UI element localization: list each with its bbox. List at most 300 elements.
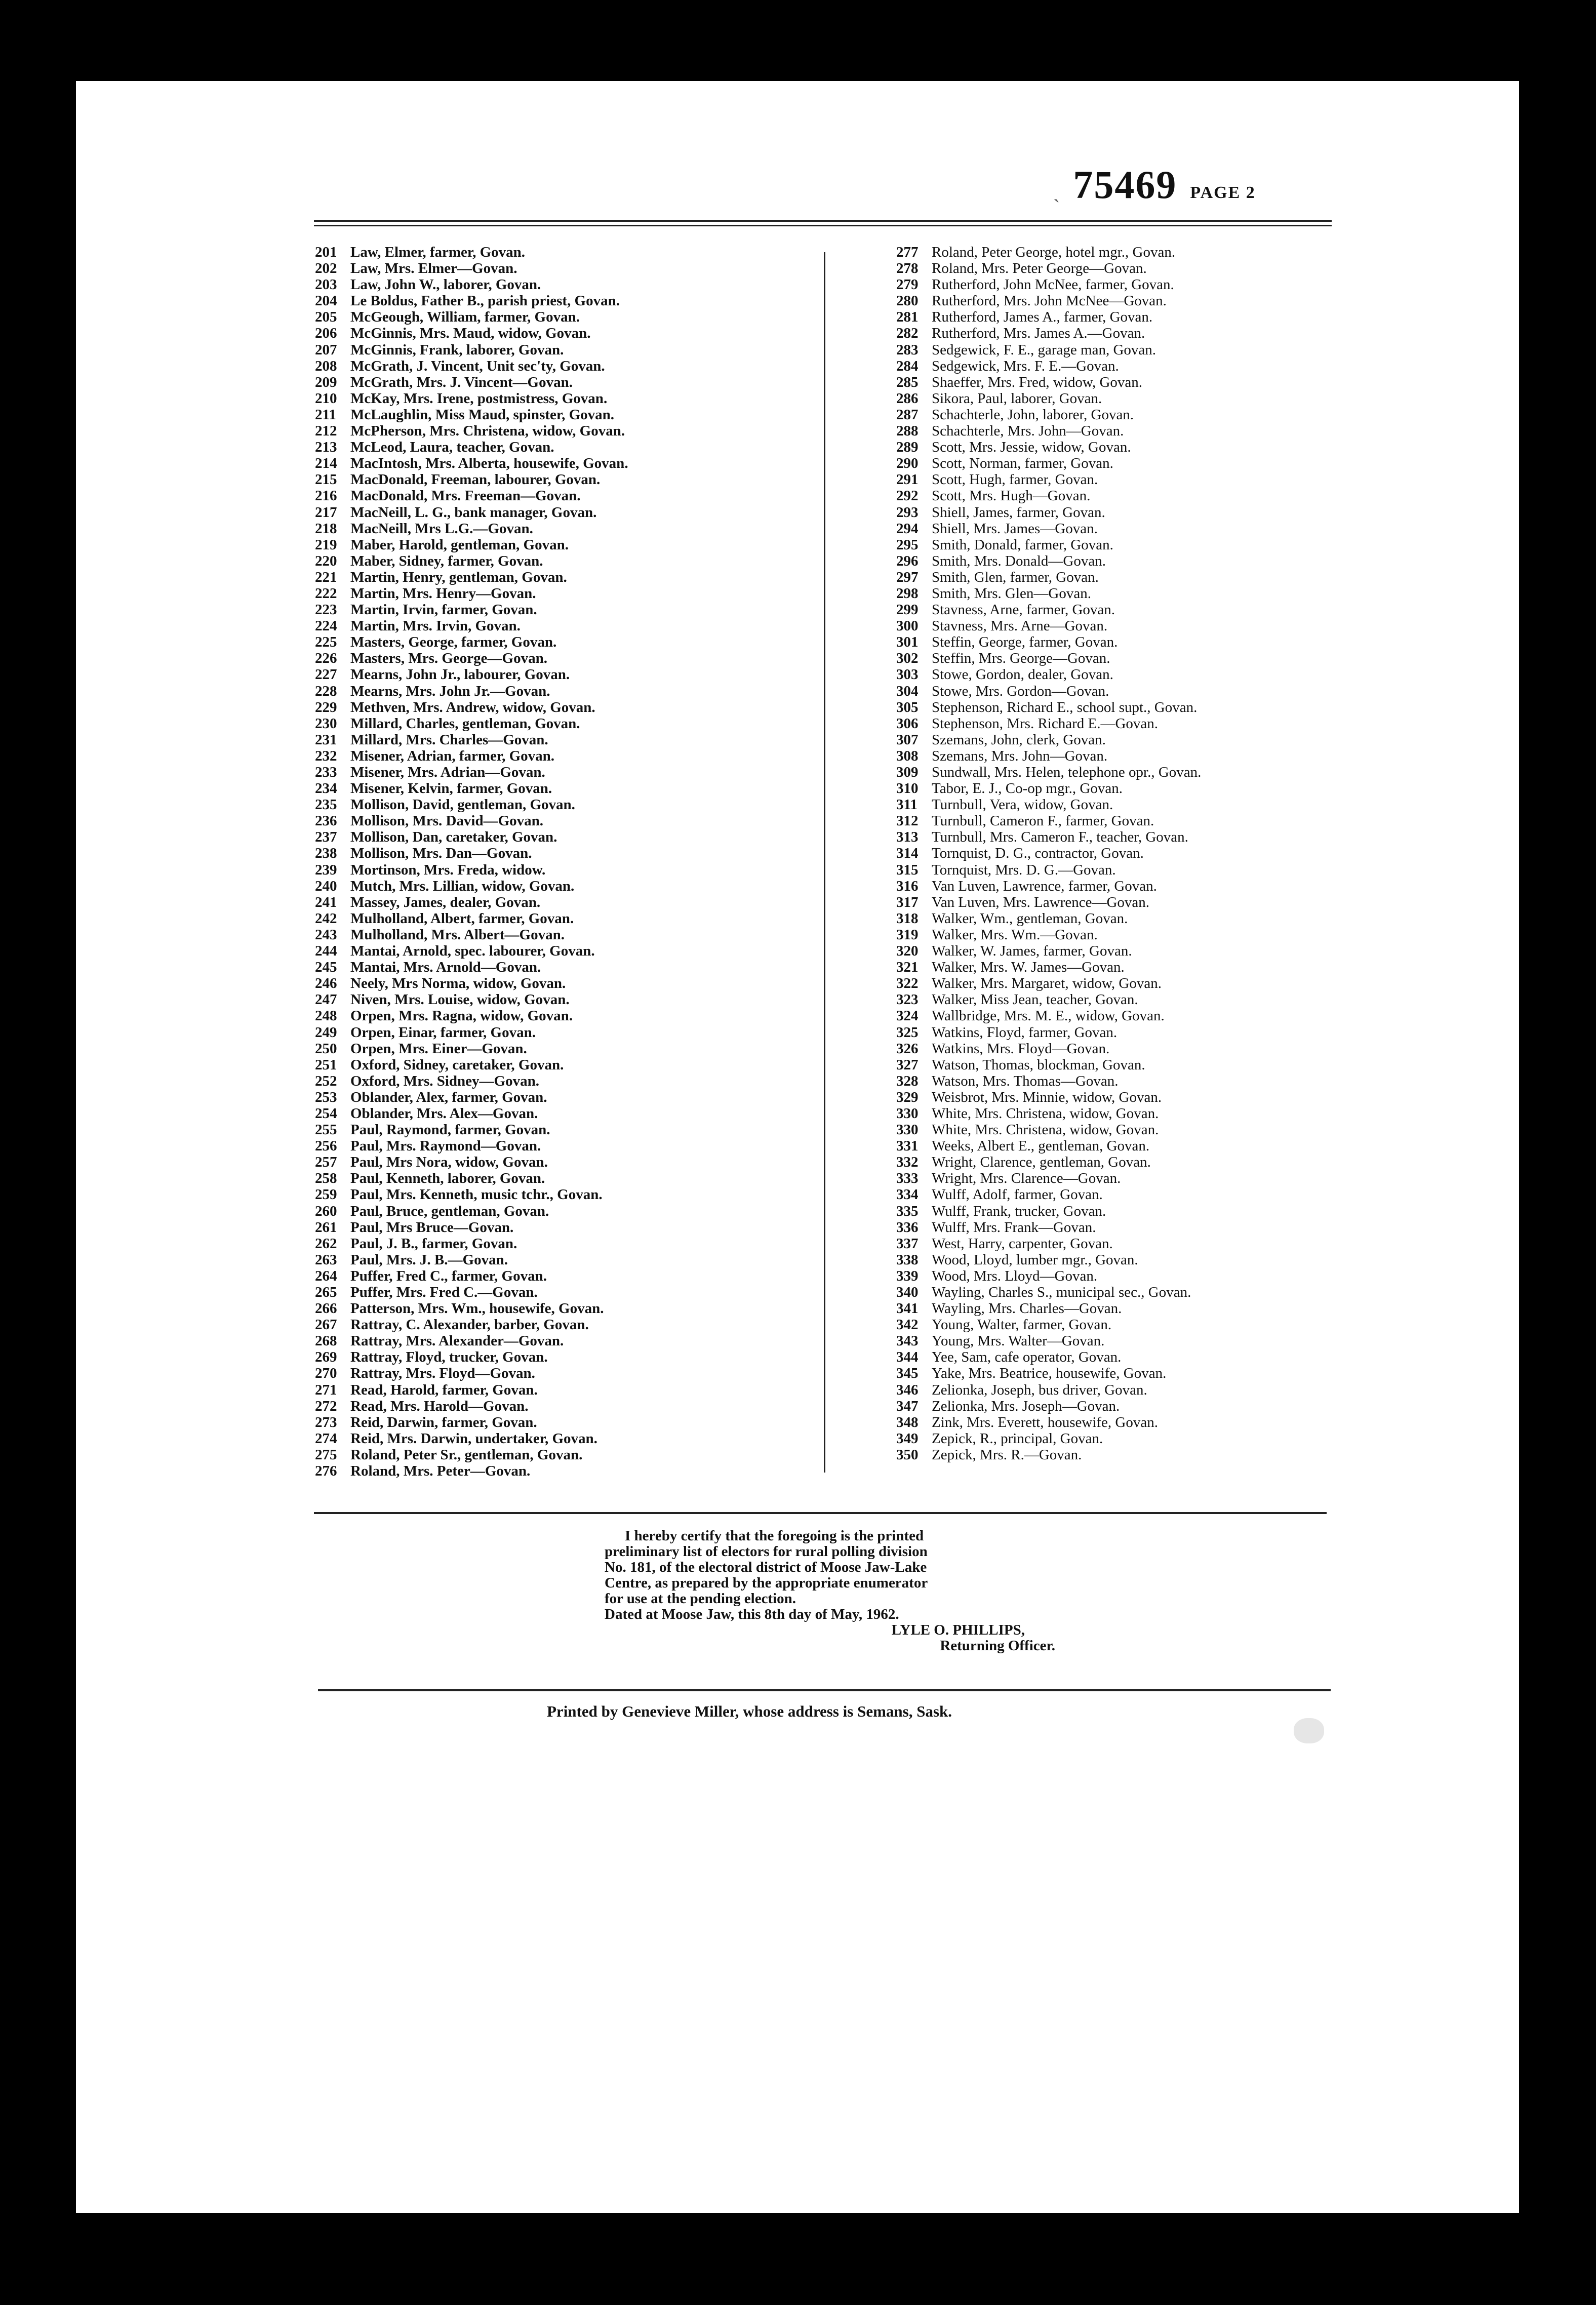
elector-entry (315, 634, 826, 650)
elector-entry (896, 650, 1443, 666)
elector-entry (896, 878, 1443, 894)
entry-text: Wulff, Adolf, farmer, Govan. (932, 1186, 1103, 1203)
entry-text: Zelionka, Joseph, bus driver, Govan. (932, 1381, 1147, 1398)
entry-text: Shiell, James, farmer, Govan. (932, 504, 1105, 521)
elector-entry (896, 1398, 1443, 1414)
entry-text: Rutherford, Mrs. John McNee—Govan. (932, 293, 1167, 309)
entry-number: 339 (896, 1267, 919, 1284)
entry-text: Szemans, John, clerk, Govan. (932, 731, 1106, 748)
entry-number: 297 (896, 569, 919, 585)
entry-text: Smith, Glen, farmer, Govan. (932, 569, 1099, 585)
entry-number: 254 (315, 1105, 337, 1122)
elector-entry (896, 1041, 1443, 1057)
entry-text: Oblander, Mrs. Alex—Govan. (350, 1105, 538, 1122)
elector-entry (315, 537, 826, 553)
elector-entry (896, 244, 1443, 260)
entry-number: 219 (315, 536, 337, 553)
entry-text: Paul, Mrs. J. B.—Govan. (350, 1251, 508, 1268)
entry-text: Stowe, Mrs. Gordon—Govan. (932, 683, 1109, 699)
entry-number: 320 (896, 943, 919, 960)
elector-entry (896, 797, 1443, 813)
entry-number: 245 (315, 959, 337, 976)
entry-number: 244 (315, 943, 337, 960)
entry-number: 302 (896, 650, 919, 667)
entry-number: 233 (315, 764, 337, 780)
entry-number: 291 (896, 471, 919, 488)
entry-number: 311 (896, 797, 917, 813)
entry-number: 310 (896, 780, 919, 797)
entry-number: 284 (896, 357, 919, 374)
entry-text: Paul, Raymond, farmer, Govan. (350, 1122, 550, 1138)
entry-text: Turnbull, Mrs. Cameron F., teacher, Govan. (932, 829, 1188, 846)
entry-text: Mollison, Mrs. Dan—Govan. (350, 845, 532, 862)
entry-text: Read, Mrs. Harold—Govan. (350, 1398, 529, 1414)
certification-line: I hereby certify that the foregoing is the printed (625, 1528, 924, 1544)
elector-entry (896, 813, 1443, 829)
elector-entry (896, 260, 1443, 276)
entry-number: 252 (315, 1072, 337, 1089)
elector-entry (315, 390, 826, 407)
elector-entry (315, 1236, 826, 1252)
entry-number: 250 (315, 1040, 337, 1057)
entry-text: Wright, Mrs. Clarence—Govan. (932, 1170, 1121, 1187)
elector-entry (896, 683, 1443, 699)
elector-entry (315, 716, 826, 732)
entry-number: 325 (896, 1024, 919, 1041)
entry-text: Van Luven, Mrs. Lawrence—Govan. (932, 894, 1150, 910)
elector-entry (896, 943, 1443, 959)
entry-text: MacDonald, Freeman, labourer, Govan. (350, 471, 601, 488)
entry-number: 308 (896, 747, 919, 764)
entry-text: Rattray, Mrs. Floyd—Govan. (350, 1365, 535, 1382)
elector-entry (315, 1008, 826, 1024)
elector-entry (315, 748, 826, 764)
entry-text: Stephenson, Mrs. Richard E.—Govan. (932, 715, 1159, 732)
elector-entry (896, 309, 1443, 325)
entry-number: 205 (315, 309, 337, 326)
entry-text: Turnbull, Cameron F., farmer, Govan. (932, 813, 1154, 829)
entry-number: 348 (896, 1414, 919, 1430)
entry-number: 315 (896, 861, 919, 878)
entry-text: McLeod, Laura, teacher, Govan. (350, 439, 554, 456)
entry-text: Sedgewick, F. E., garage man, Govan. (932, 341, 1156, 358)
entry-text: Puffer, Mrs. Fred C.—Govan. (350, 1284, 538, 1300)
entry-text: Misener, Mrs. Adrian—Govan. (350, 764, 545, 780)
certification-block (605, 1528, 1060, 1654)
entry-number: 263 (315, 1251, 337, 1268)
entry-number: 328 (896, 1072, 919, 1089)
entry-number: 306 (896, 715, 919, 732)
elector-entry (315, 1252, 826, 1268)
elector-entry (896, 666, 1443, 683)
entry-text: Schachterle, Mrs. John—Govan. (932, 423, 1124, 440)
entry-text: Millard, Charles, gentleman, Govan. (350, 715, 580, 732)
entry-number: 298 (896, 585, 919, 602)
elector-entry (896, 991, 1443, 1008)
entry-text: Methven, Mrs. Andrew, widow, Govan. (350, 699, 595, 716)
entry-text: Wright, Clarence, gentleman, Govan. (932, 1154, 1151, 1171)
entry-number: 345 (896, 1365, 919, 1382)
elector-entry (896, 1268, 1443, 1284)
elector-entry (896, 1057, 1443, 1073)
entry-text: Rattray, Mrs. Alexander—Govan. (350, 1333, 564, 1349)
entry-number: 258 (315, 1170, 337, 1187)
entry-number: 287 (896, 406, 919, 423)
entry-number: 285 (896, 374, 919, 390)
paper-smudge (1294, 1718, 1324, 1743)
entry-text: Walker, Mrs. Wm.—Govan. (932, 926, 1098, 943)
elector-entry (896, 618, 1443, 634)
entry-number: 246 (315, 975, 337, 992)
entry-text: White, Mrs. Christena, widow, Govan. (932, 1122, 1159, 1138)
elector-entry (315, 1138, 826, 1154)
entry-number: 232 (315, 747, 337, 764)
elector-entry (315, 650, 826, 666)
entry-text: Martin, Irvin, farmer, Govan. (350, 602, 537, 618)
entry-text: Zepick, Mrs. R.—Govan. (932, 1446, 1082, 1463)
elector-entry (896, 634, 1443, 650)
elector-entry (315, 1073, 826, 1089)
elector-entry (315, 764, 826, 780)
entry-number: 256 (315, 1138, 337, 1155)
elector-entry (896, 1138, 1443, 1154)
entry-number: 281 (896, 309, 919, 326)
entry-number: 318 (896, 910, 919, 927)
entry-number: 288 (896, 423, 919, 440)
entry-text: McGinnis, Frank, laborer, Govan. (350, 341, 564, 358)
elector-entry (896, 1365, 1443, 1381)
entry-number: 229 (315, 699, 337, 716)
elector-entry (896, 374, 1443, 390)
entry-number: 350 (896, 1446, 919, 1463)
entry-number: 280 (896, 293, 919, 309)
entry-text: Zink, Mrs. Everett, housewife, Govan. (932, 1414, 1158, 1430)
elector-entry (315, 325, 826, 341)
entry-text: Oblander, Alex, farmer, Govan. (350, 1089, 547, 1105)
entry-number: 264 (315, 1267, 337, 1284)
document-number: 75469 (1073, 163, 1177, 207)
entry-text: MacNeill, Mrs L.G.—Govan. (350, 520, 533, 537)
elector-entry (315, 569, 826, 585)
list-end-rule (314, 1512, 1327, 1514)
elector-entry (896, 1089, 1443, 1105)
elector-entry (896, 1414, 1443, 1430)
elector-entry (315, 585, 826, 602)
entry-number: 300 (896, 618, 919, 634)
elector-entry (896, 325, 1443, 341)
entry-text: Misener, Kelvin, farmer, Govan. (350, 780, 552, 797)
entry-number: 312 (896, 813, 919, 829)
elector-entry (315, 845, 826, 861)
entry-number: 327 (896, 1056, 919, 1073)
entry-text: Steffin, Mrs. George—Govan. (932, 650, 1110, 667)
elector-entry (896, 293, 1443, 309)
elector-entry (896, 1203, 1443, 1219)
elector-entry (315, 1398, 826, 1414)
elector-entry (896, 423, 1443, 439)
entry-number: 272 (315, 1398, 337, 1414)
elector-entry (896, 1284, 1443, 1300)
entry-number: 270 (315, 1365, 337, 1382)
elector-entry (315, 504, 826, 521)
entry-text: Walker, Wm., gentleman, Govan. (932, 910, 1128, 927)
entry-text: Zepick, R., principal, Govan. (932, 1430, 1103, 1447)
elector-entry (315, 1317, 826, 1333)
entry-text: Weeks, Albert E., gentleman, Govan. (932, 1138, 1150, 1155)
entry-number: 225 (315, 634, 337, 651)
entry-number: 201 (315, 244, 337, 260)
entry-number: 242 (315, 910, 337, 927)
entry-text: Young, Walter, farmer, Govan. (932, 1317, 1112, 1333)
officer-name: LYLE O. PHILLIPS, (891, 1622, 1025, 1638)
entry-number: 240 (315, 878, 337, 894)
entry-text: West, Harry, carpenter, Govan. (932, 1235, 1113, 1252)
entry-text: Watson, Mrs. Thomas—Govan. (932, 1072, 1119, 1089)
header-rule-top (314, 220, 1332, 222)
elector-entry (315, 1219, 826, 1236)
elector-entry (315, 829, 826, 845)
entry-text: Scott, Mrs. Hugh—Govan. (932, 488, 1091, 504)
entry-number: 230 (315, 715, 337, 732)
elector-entry (315, 374, 826, 390)
entry-text: Law, Elmer, farmer, Govan. (350, 244, 526, 260)
entry-number: 343 (896, 1333, 919, 1349)
entry-text: Zelionka, Mrs. Joseph—Govan. (932, 1398, 1120, 1414)
certification-line: preliminary list of electors for rural polling division (605, 1543, 928, 1560)
entry-number: 296 (896, 552, 919, 569)
elector-entry (896, 845, 1443, 861)
entry-number: 324 (896, 1008, 919, 1024)
entry-number: 247 (315, 991, 337, 1008)
entry-text: Smith, Donald, farmer, Govan. (932, 536, 1113, 553)
elector-entry (896, 1349, 1443, 1365)
entry-number: 214 (315, 455, 337, 472)
entry-text: Orpen, Mrs. Einer—Govan. (350, 1040, 527, 1057)
entry-text: McGrath, J. Vincent, Unit sec'ty, Govan. (350, 357, 605, 374)
entry-number: 332 (896, 1154, 919, 1171)
elector-entry (896, 1008, 1443, 1024)
entry-number: 207 (315, 341, 337, 358)
entry-number: 278 (896, 260, 919, 277)
entry-text: McGeough, William, farmer, Govan. (350, 309, 580, 326)
entry-text: Sundwall, Mrs. Helen, telephone opr., Govan. (932, 764, 1202, 780)
entry-number: 251 (315, 1056, 337, 1073)
entry-number: 289 (896, 439, 919, 456)
elector-entry (896, 358, 1443, 374)
elector-entry (315, 991, 826, 1008)
elector-entry (315, 1089, 826, 1105)
elector-entry (896, 1154, 1443, 1170)
elector-entry (315, 276, 826, 293)
entry-number: 340 (896, 1284, 919, 1300)
entry-text: Paul, Mrs Bruce—Govan. (350, 1219, 514, 1236)
entry-text: Roland, Peter George, hotel mgr., Govan. (932, 244, 1176, 260)
elector-entry (896, 1333, 1443, 1349)
entry-text: Orpen, Einar, farmer, Govan. (350, 1024, 536, 1041)
entry-number: 299 (896, 602, 919, 618)
entry-text: Mollison, David, gentleman, Govan. (350, 797, 575, 813)
entry-number: 236 (315, 813, 337, 829)
entry-text: Rutherford, John McNee, farmer, Govan. (932, 276, 1174, 293)
elector-entry (315, 439, 826, 455)
entry-number: 267 (315, 1317, 337, 1333)
entry-number: 255 (315, 1122, 337, 1138)
elector-entry (315, 488, 826, 504)
elector-entry (315, 1382, 826, 1398)
entry-text: McLaughlin, Miss Maud, spinster, Govan. (350, 406, 615, 423)
entry-number: 269 (315, 1349, 337, 1366)
entry-number: 317 (896, 894, 919, 910)
entry-number: 241 (315, 894, 337, 910)
entry-number: 342 (896, 1317, 919, 1333)
elector-entry (896, 927, 1443, 943)
elector-entry (896, 569, 1443, 585)
entry-text: Watkins, Mrs. Floyd—Govan. (932, 1040, 1110, 1057)
elector-entry (896, 699, 1443, 716)
elector-entry (315, 797, 826, 813)
entry-text: Martin, Henry, gentleman, Govan. (350, 569, 567, 585)
entry-number: 204 (315, 293, 337, 309)
entry-number: 276 (315, 1463, 337, 1480)
entry-text: Stowe, Gordon, dealer, Govan. (932, 666, 1113, 683)
entry-text: Young, Mrs. Walter—Govan. (932, 1333, 1105, 1349)
entry-text: Yee, Sam, cafe operator, Govan. (932, 1349, 1122, 1366)
entry-text: Smith, Mrs. Glen—Govan. (932, 585, 1091, 602)
entry-number: 259 (315, 1186, 337, 1203)
entry-text: Steffin, George, farmer, Govan. (932, 634, 1118, 651)
entry-text: Misener, Adrian, farmer, Govan. (350, 747, 555, 764)
entry-number: 337 (896, 1235, 919, 1252)
entry-number: 216 (315, 488, 337, 504)
entry-text: Scott, Mrs. Jessie, widow, Govan. (932, 439, 1131, 456)
entry-text: Maber, Sidney, farmer, Govan. (350, 552, 543, 569)
entry-text: Maber, Harold, gentleman, Govan. (350, 536, 569, 553)
entry-text: Yake, Mrs. Beatrice, housewife, Govan. (932, 1365, 1167, 1382)
entry-number: 314 (896, 845, 919, 862)
entry-text: McKay, Mrs. Irene, postmistress, Govan. (350, 390, 608, 407)
entry-number: 346 (896, 1381, 919, 1398)
entry-number: 277 (896, 244, 919, 260)
entry-text: Mearns, John Jr., labourer, Govan. (350, 666, 570, 683)
elector-entry (315, 780, 826, 797)
entry-text: Neely, Mrs Norma, widow, Govan. (350, 975, 566, 992)
entry-text: MacIntosh, Mrs. Alberta, housewife, Govan. (350, 455, 628, 472)
entry-text: Watkins, Floyd, farmer, Govan. (932, 1024, 1118, 1041)
entry-number: 290 (896, 455, 919, 472)
certification-end-rule (318, 1689, 1331, 1691)
entry-number: 335 (896, 1203, 919, 1219)
elector-entry (315, 666, 826, 683)
elector-entry (315, 260, 826, 276)
entry-number: 221 (315, 569, 337, 585)
entry-text: Rutherford, Mrs. James A.—Govan. (932, 325, 1145, 342)
entry-number: 208 (315, 357, 337, 374)
entry-text: Masters, George, farmer, Govan. (350, 634, 557, 651)
entry-number: 257 (315, 1154, 337, 1171)
entry-text: Mollison, Dan, caretaker, Govan. (350, 829, 557, 846)
elector-entry (315, 1414, 826, 1430)
entry-text: Turnbull, Vera, widow, Govan. (932, 797, 1113, 813)
entry-number: 323 (896, 991, 919, 1008)
elector-entry (896, 1252, 1443, 1268)
elector-entry (315, 1170, 826, 1186)
entry-text: Rattray, C. Alexander, barber, Govan. (350, 1317, 589, 1333)
elector-entry (896, 748, 1443, 764)
entry-number: 295 (896, 536, 919, 553)
elector-entry (896, 439, 1443, 455)
entry-text: Stephenson, Richard E., school supt., Govan. (932, 699, 1198, 716)
entry-number: 330 (896, 1105, 919, 1122)
entry-text: Szemans, Mrs. John—Govan. (932, 747, 1108, 764)
entry-number: 224 (315, 618, 337, 634)
entry-number: 209 (315, 374, 337, 390)
entry-text: Paul, Mrs Nora, widow, Govan. (350, 1154, 548, 1171)
elector-entry (315, 1024, 826, 1041)
entry-text: Scott, Hugh, farmer, Govan. (932, 471, 1098, 488)
entry-text: Mearns, Mrs. John Jr.—Govan. (350, 683, 550, 699)
entry-text: Paul, Bruce, gentleman, Govan. (350, 1203, 549, 1219)
entry-text: Wayling, Mrs. Charles—Govan. (932, 1300, 1122, 1317)
entry-text: Shaeffer, Mrs. Fred, widow, Govan. (932, 374, 1143, 390)
entry-text: Mollison, Mrs. David—Govan. (350, 813, 544, 829)
entry-number: 202 (315, 260, 337, 277)
entry-text: Watson, Thomas, blockman, Govan. (932, 1056, 1145, 1073)
entry-text: Orpen, Mrs. Ragna, widow, Govan. (350, 1008, 573, 1024)
entry-text: White, Mrs. Christena, widow, Govan. (932, 1105, 1159, 1122)
column-divider (824, 252, 825, 1473)
elector-entry (315, 1057, 826, 1073)
entry-number: 243 (315, 926, 337, 943)
entry-text: Wood, Mrs. Lloyd—Govan. (932, 1267, 1098, 1284)
elector-entry (315, 1268, 826, 1284)
document-header (1053, 162, 1256, 208)
elector-entry (896, 390, 1443, 407)
elector-entry (315, 699, 826, 716)
entry-text: Roland, Mrs. Peter George—Govan. (932, 260, 1147, 277)
elector-entry (896, 504, 1443, 521)
entry-number: 307 (896, 731, 919, 748)
elector-entry (315, 423, 826, 439)
entry-number: 268 (315, 1333, 337, 1349)
entry-text: Shiell, Mrs. James—Govan. (932, 520, 1098, 537)
elector-entry (315, 1300, 826, 1317)
entry-number: 211 (315, 406, 336, 423)
entry-text: Read, Harold, farmer, Govan. (350, 1381, 538, 1398)
entry-number: 253 (315, 1089, 337, 1105)
elector-entry (896, 959, 1443, 975)
entry-text: Rattray, Floyd, trucker, Govan. (350, 1349, 548, 1366)
entry-text: Puffer, Fred C., farmer, Govan. (350, 1267, 547, 1284)
entry-text: Walker, Mrs. Margaret, widow, Govan. (932, 975, 1162, 992)
entry-text: Roland, Peter Sr., gentleman, Govan. (350, 1446, 583, 1463)
elector-entry (315, 1284, 826, 1300)
entry-number: 226 (315, 650, 337, 667)
entry-number: 303 (896, 666, 919, 683)
entry-text: Wallbridge, Mrs. M. E., widow, Govan. (932, 1008, 1165, 1024)
entry-text: Wood, Lloyd, lumber mgr., Govan. (932, 1251, 1138, 1268)
entry-text: Law, John W., laborer, Govan. (350, 276, 541, 293)
elector-entry (896, 862, 1443, 878)
entry-text: Niven, Mrs. Louise, widow, Govan. (350, 991, 570, 1008)
entry-number: 347 (896, 1398, 919, 1414)
entry-number: 309 (896, 764, 919, 780)
elector-entry (315, 1105, 826, 1122)
entry-number: 239 (315, 861, 337, 878)
entry-number: 292 (896, 488, 919, 504)
elector-entry (896, 342, 1443, 358)
entry-text: Mantai, Arnold, spec. labourer, Govan. (350, 943, 595, 960)
certification-line: for use at the pending election. (605, 1591, 796, 1607)
